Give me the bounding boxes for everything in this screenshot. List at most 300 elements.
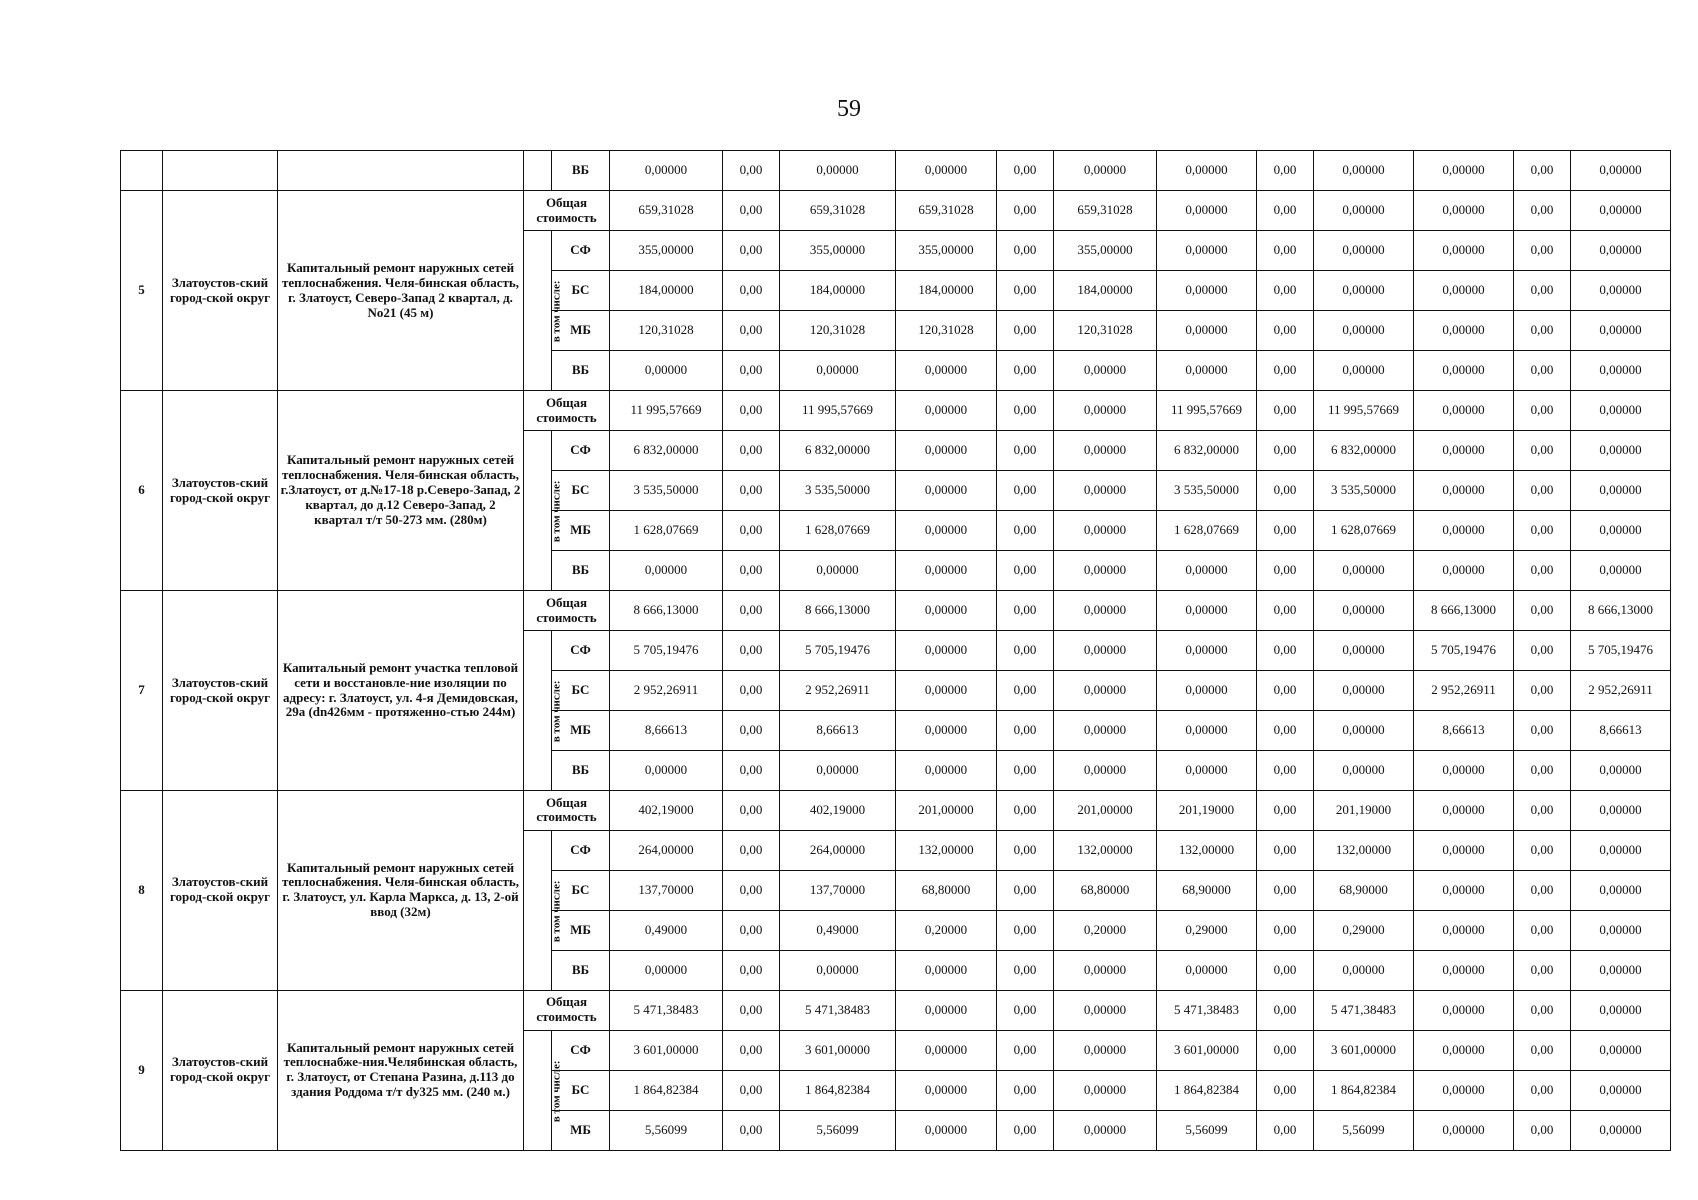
value-cell: 5,56099 [1314,1110,1414,1150]
description-cell: Капитальный ремонт участка тепловой сети и восстановле-ние изоляции по адресу: г. Златоуст, ул. 4-я Демидовская, 29а (dn426мм - протяженно-стью 244м) [278,591,524,791]
value-cell: 201,00000 [896,790,997,830]
source-label: БС [552,671,610,711]
value-cell: 1 864,82384 [780,1070,896,1110]
value-cell: 0,00 [997,671,1054,711]
value-cell: 8,66613 [780,711,896,751]
value-cell: 0,00000 [780,551,896,591]
municipality-cell: Златоустов-ский город-ской округ [163,591,278,791]
value-cell: 68,80000 [1054,870,1157,910]
value-cell: 0,00000 [1571,870,1671,910]
entry-number: 6 [121,391,163,591]
value-cell: 0,00 [723,830,780,870]
value-cell: 120,31028 [780,311,896,351]
value-cell: 0,00 [1514,431,1571,471]
value-cell: 11 995,57669 [1157,391,1257,431]
value-cell: 0,00 [1257,591,1314,631]
value-cell: 0,00000 [1414,271,1514,311]
value-cell: 0,00000 [1054,750,1157,790]
value-cell: 0,00000 [1157,631,1257,671]
table-row [121,591,1671,631]
value-cell: 0,00 [1514,910,1571,950]
value-cell: 0,00000 [1314,271,1414,311]
value-cell: 0,00 [1514,391,1571,431]
value-cell: 0,00 [723,671,780,711]
value-cell: 0,00 [997,351,1054,391]
value-cell: 0,00000 [1054,1110,1157,1150]
value-cell: 3 601,00000 [1314,1030,1414,1070]
value-cell: 0,00 [997,431,1054,471]
value-cell: 120,31028 [896,311,997,351]
value-cell: 0,00 [1257,870,1314,910]
source-label: БС [552,471,610,511]
value-cell: 0,00000 [896,151,997,191]
budget-table [120,150,1671,1151]
value-cell: 0,00 [997,191,1054,231]
value-cell: 11 995,57669 [610,391,723,431]
value-cell: 8 666,13000 [780,591,896,631]
value-cell: 0,00 [1257,990,1314,1030]
value-cell: 0,00 [723,1030,780,1070]
source-label: МБ [552,311,610,351]
value-cell: 0,00 [997,511,1054,551]
value-cell: 5 471,38483 [610,990,723,1030]
value-cell: 0,00000 [896,1110,997,1150]
value-cell: 0,00000 [1571,990,1671,1030]
value-cell: 659,31028 [1054,191,1157,231]
value-cell: 0,00 [723,631,780,671]
value-cell: 0,00000 [1157,311,1257,351]
value-cell: 0,00 [1514,471,1571,511]
value-cell: 5,56099 [780,1110,896,1150]
value-cell: 184,00000 [896,271,997,311]
value-cell: 0,00000 [1054,1030,1157,1070]
value-cell: 0,00 [723,511,780,551]
value-cell: 1 628,07669 [1157,511,1257,551]
value-cell: 0,00 [723,910,780,950]
value-cell: 0,00000 [896,431,997,471]
value-cell: 0,00 [1514,271,1571,311]
value-cell: 0,00000 [896,631,997,671]
value-cell: 0,00 [1257,790,1314,830]
value-cell: 0,00 [1257,431,1314,471]
value-cell: 0,00000 [896,1030,997,1070]
value-cell: 0,00 [1514,511,1571,551]
value-cell: 0,00000 [610,151,723,191]
including-label: в том числе: [550,880,563,943]
table-row [121,151,1671,191]
value-cell: 6 832,00000 [1314,431,1414,471]
value-cell: 0,29000 [1157,910,1257,950]
total-cost-label: Общая стоимость [524,391,610,431]
value-cell: 0,00 [723,551,780,591]
value-cell: 0,00000 [1571,151,1671,191]
value-cell: 3 535,50000 [1157,471,1257,511]
empty-cell [524,151,552,191]
value-cell: 8,66613 [610,711,723,751]
value-cell: 184,00000 [610,271,723,311]
value-cell: 0,00 [723,391,780,431]
value-cell: 68,80000 [896,870,997,910]
value-cell: 0,00 [1514,671,1571,711]
value-cell: 0,00 [723,990,780,1030]
including-label: в том числе: [550,1060,563,1123]
value-cell: 8 666,13000 [1571,591,1671,631]
value-cell: 5 705,19476 [780,631,896,671]
value-cell: 0,00 [997,311,1054,351]
value-cell: 659,31028 [610,191,723,231]
value-cell: 0,00000 [610,551,723,591]
value-cell: 402,19000 [610,790,723,830]
value-cell: 0,00000 [1571,790,1671,830]
description-cell: Капитальный ремонт наружных сетей теплоснабже-ния.Челябинская область, г. Златоуст, от Степана Разина, д.113 до здания Роддома т/т dy325 мм. (240 м.) [278,990,524,1150]
value-cell: 0,00000 [1054,471,1157,511]
value-cell: 0,00000 [1414,950,1514,990]
value-cell: 11 995,57669 [780,391,896,431]
value-cell: 0,00000 [1571,511,1671,551]
value-cell: 0,00 [1514,311,1571,351]
value-cell: 0,00000 [1314,950,1414,990]
value-cell: 0,00 [723,950,780,990]
value-cell: 0,00000 [1571,551,1671,591]
value-cell: 1 628,07669 [1314,511,1414,551]
value-cell: 132,00000 [1314,830,1414,870]
value-cell: 0,00 [1257,511,1314,551]
value-cell: 659,31028 [780,191,896,231]
value-cell: 0,00000 [1054,631,1157,671]
value-cell: 0,00 [1257,191,1314,231]
value-cell: 0,00000 [1571,950,1671,990]
value-cell: 0,00 [997,1070,1054,1110]
value-cell: 0,00 [1257,231,1314,271]
value-cell: 0,20000 [1054,910,1157,950]
value-cell: 0,00 [1514,151,1571,191]
value-cell: 6 832,00000 [1157,431,1257,471]
municipality-cell: Златоустов-ский город-ской округ [163,391,278,591]
value-cell: 0,00000 [1054,990,1157,1030]
value-cell: 0,00000 [1571,1070,1671,1110]
value-cell: 0,00000 [896,471,997,511]
value-cell: 0,00000 [1314,711,1414,751]
value-cell: 0,00000 [1414,191,1514,231]
value-cell: 3 601,00000 [610,1030,723,1070]
source-label: БС [552,271,610,311]
empty-cell [163,151,278,191]
value-cell: 0,00000 [1571,351,1671,391]
value-cell: 0,00000 [1571,1030,1671,1070]
value-cell: 0,00 [1257,1030,1314,1070]
value-cell: 0,00000 [1054,591,1157,631]
value-cell: 0,00 [1514,790,1571,830]
value-cell: 0,00 [997,870,1054,910]
description-cell: Капитальный ремонт наружных сетей теплоснабжения. Челя-бинская область, г. Златоуст, ул. Карла Маркса, д. 13, 2-ой ввод (32м) [278,790,524,990]
value-cell: 0,00 [1514,1070,1571,1110]
value-cell: 132,00000 [1054,830,1157,870]
source-label: ВБ [552,151,610,191]
value-cell: 0,00000 [1414,431,1514,471]
value-cell: 0,00000 [1414,231,1514,271]
value-cell: 0,00000 [896,950,997,990]
value-cell: 0,00 [997,910,1054,950]
source-label: СФ [552,1030,610,1070]
value-cell: 5 705,19476 [1571,631,1671,671]
value-cell: 0,00 [1257,391,1314,431]
value-cell: 0,00000 [1314,231,1414,271]
including-label-cell [524,231,563,391]
value-cell: 0,00 [1257,351,1314,391]
source-label: ВБ [552,750,610,790]
value-cell: 0,00 [1257,551,1314,591]
value-cell: 0,00000 [1414,551,1514,591]
value-cell: 201,00000 [1054,790,1157,830]
value-cell: 8 666,13000 [610,591,723,631]
value-cell: 0,00 [1514,950,1571,990]
total-cost-label: Общая стоимость [524,790,610,830]
value-cell: 8,66613 [1414,711,1514,751]
value-cell: 0,00000 [1314,750,1414,790]
description-cell: Капитальный ремонт наружных сетей теплоснабжения. Челя-бинская область, г.Златоуст, от д.№17-18 р.Северо-Запад, 2 квартал, до д.12 Северо-Запад, 2 квартал т/т 50-273 мм. (280м) [278,391,524,591]
value-cell: 0,00000 [780,151,896,191]
value-cell: 0,00 [997,631,1054,671]
value-cell: 0,00000 [1054,950,1157,990]
value-cell: 0,00000 [1571,271,1671,311]
value-cell: 0,00000 [1054,351,1157,391]
value-cell: 0,00000 [1054,671,1157,711]
value-cell: 0,00 [997,471,1054,511]
value-cell: 0,00 [1257,830,1314,870]
entry-number: 8 [121,790,163,990]
value-cell: 0,00000 [1157,950,1257,990]
source-label: МБ [552,910,610,950]
value-cell: 0,00000 [1157,551,1257,591]
source-label: СФ [552,231,610,271]
value-cell: 0,00000 [1054,391,1157,431]
value-cell: 0,00 [1257,1110,1314,1150]
municipality-cell: Златоустов-ский город-ской округ [163,990,278,1150]
value-cell: 120,31028 [1054,311,1157,351]
value-cell: 0,00 [1257,671,1314,711]
value-cell: 0,00000 [1571,191,1671,231]
value-cell: 0,00000 [610,750,723,790]
value-cell: 0,00 [997,391,1054,431]
value-cell: 0,00 [997,990,1054,1030]
value-cell: 8,66613 [1571,711,1671,751]
value-cell: 0,00 [723,431,780,471]
total-cost-label: Общая стоимость [524,191,610,231]
value-cell: 0,00000 [1314,351,1414,391]
source-label: СФ [552,830,610,870]
value-cell: 0,00000 [896,1070,997,1110]
value-cell: 402,19000 [780,790,896,830]
source-label: БС [552,1070,610,1110]
value-cell: 184,00000 [1054,271,1157,311]
value-cell: 0,00 [1514,231,1571,271]
value-cell: 0,00 [997,750,1054,790]
value-cell: 0,00000 [1157,750,1257,790]
value-cell: 0,00 [997,151,1054,191]
value-cell: 5 471,38483 [780,990,896,1030]
value-cell: 0,00000 [1414,311,1514,351]
value-cell: 0,00000 [1054,711,1157,751]
value-cell: 355,00000 [780,231,896,271]
value-cell: 0,00 [997,830,1054,870]
value-cell: 0,00000 [1571,311,1671,351]
value-cell: 2 952,26911 [1571,671,1671,711]
table-row [121,790,1671,830]
value-cell: 0,00 [723,870,780,910]
total-cost-label: Общая стоимость [524,990,610,1030]
value-cell: 0,00000 [1414,910,1514,950]
table-body [121,151,1671,1151]
value-cell: 355,00000 [1054,231,1157,271]
description-cell: Капитальный ремонт наружных сетей теплоснабжения. Челя-бинская область, г. Златоуст, Северо-Запад 2 квартал, д. No21 (45 м) [278,191,524,391]
value-cell: 0,00000 [1414,830,1514,870]
total-cost-label: Общая стоимость [524,591,610,631]
value-cell: 0,00 [1514,591,1571,631]
value-cell: 0,00000 [1414,511,1514,551]
value-cell: 1 628,07669 [610,511,723,551]
value-cell: 68,90000 [1157,870,1257,910]
including-label-cell [524,1030,563,1150]
value-cell: 0,00 [723,351,780,391]
source-label: МБ [552,1110,610,1150]
source-label: МБ [552,511,610,551]
value-cell: 0,00 [723,750,780,790]
value-cell: 0,00000 [780,950,896,990]
value-cell: 0,00 [1514,351,1571,391]
value-cell: 0,00 [723,191,780,231]
value-cell: 0,00000 [1054,1070,1157,1110]
value-cell: 0,00 [723,1070,780,1110]
entry-number: 7 [121,591,163,791]
including-label: в том числе: [550,280,563,343]
value-cell: 0,00000 [1314,311,1414,351]
value-cell: 0,00 [723,1110,780,1150]
value-cell: 0,00000 [1571,1110,1671,1150]
value-cell: 3 601,00000 [780,1030,896,1070]
value-cell: 0,00 [723,311,780,351]
value-cell: 0,00000 [1571,391,1671,431]
value-cell: 0,00 [1514,711,1571,751]
value-cell: 5,56099 [1157,1110,1257,1150]
value-cell: 0,00 [997,551,1054,591]
value-cell: 0,00 [997,271,1054,311]
value-cell: 0,49000 [780,910,896,950]
page-number: 59 [837,96,861,122]
value-cell: 0,00 [1257,910,1314,950]
value-cell: 0,00 [723,471,780,511]
value-cell: 0,00 [1257,631,1314,671]
value-cell: 0,00000 [1414,990,1514,1030]
source-label: ВБ [552,950,610,990]
value-cell: 0,00 [997,950,1054,990]
value-cell: 0,00 [1514,1030,1571,1070]
value-cell: 120,31028 [610,311,723,351]
value-cell: 132,00000 [896,830,997,870]
source-label: СФ [552,631,610,671]
value-cell: 1 864,82384 [610,1070,723,1110]
value-cell: 0,00 [1514,1110,1571,1150]
value-cell: 5 705,19476 [610,631,723,671]
value-cell: 0,00000 [1054,151,1157,191]
value-cell: 0,00000 [1314,591,1414,631]
value-cell: 0,00000 [1157,351,1257,391]
value-cell: 0,00000 [896,711,997,751]
value-cell: 0,00 [1257,471,1314,511]
value-cell: 0,00000 [1314,151,1414,191]
value-cell: 11 995,57669 [1314,391,1414,431]
value-cell: 0,00000 [1054,431,1157,471]
including-label-cell [524,431,563,591]
value-cell: 355,00000 [896,231,997,271]
value-cell: 0,00 [1257,271,1314,311]
value-cell: 0,00000 [1414,750,1514,790]
value-cell: 2 952,26911 [610,671,723,711]
table-row [121,990,1671,1030]
value-cell: 0,00000 [610,950,723,990]
value-cell: 0,00 [1514,631,1571,671]
value-cell: 0,00000 [1571,431,1671,471]
value-cell: 0,00000 [1414,790,1514,830]
value-cell: 0,00 [997,711,1054,751]
value-cell: 0,00 [997,231,1054,271]
value-cell: 0,00 [1257,311,1314,351]
value-cell: 0,49000 [610,910,723,950]
value-cell: 5 705,19476 [1414,631,1514,671]
value-cell: 68,90000 [1314,870,1414,910]
value-cell: 0,00 [1514,990,1571,1030]
value-cell: 0,00 [1257,151,1314,191]
value-cell: 201,19000 [1314,790,1414,830]
value-cell: 0,20000 [896,910,997,950]
value-cell: 0,00000 [1314,631,1414,671]
value-cell: 0,00000 [1054,551,1157,591]
value-cell: 1 864,82384 [1314,1070,1414,1110]
value-cell: 0,00000 [1157,151,1257,191]
value-cell: 0,00000 [896,671,997,711]
value-cell: 0,00000 [1414,471,1514,511]
value-cell: 8 666,13000 [1414,591,1514,631]
value-cell: 0,00 [997,1030,1054,1070]
value-cell: 0,00000 [1414,1030,1514,1070]
value-cell: 3 535,50000 [780,471,896,511]
value-cell: 184,00000 [780,271,896,311]
value-cell: 0,00000 [1571,750,1671,790]
value-cell: 3 535,50000 [1314,471,1414,511]
value-cell: 0,00000 [1314,551,1414,591]
value-cell: 659,31028 [896,191,997,231]
value-cell: 0,00000 [780,750,896,790]
value-cell: 3 535,50000 [610,471,723,511]
value-cell: 0,00000 [1157,591,1257,631]
value-cell: 0,00 [1514,191,1571,231]
value-cell: 0,00 [723,790,780,830]
value-cell: 0,00000 [1414,1110,1514,1150]
empty-cell [278,151,524,191]
value-cell: 0,00 [1257,950,1314,990]
value-cell: 0,00 [997,1110,1054,1150]
value-cell: 0,00 [1514,551,1571,591]
value-cell: 264,00000 [780,830,896,870]
entry-number: 9 [121,990,163,1150]
value-cell: 355,00000 [610,231,723,271]
value-cell: 0,00000 [896,750,997,790]
value-cell: 6 832,00000 [610,431,723,471]
value-cell: 0,00000 [896,351,997,391]
value-cell: 137,70000 [610,870,723,910]
value-cell: 0,00000 [1414,870,1514,910]
value-cell: 0,00000 [1157,671,1257,711]
value-cell: 0,00 [723,271,780,311]
